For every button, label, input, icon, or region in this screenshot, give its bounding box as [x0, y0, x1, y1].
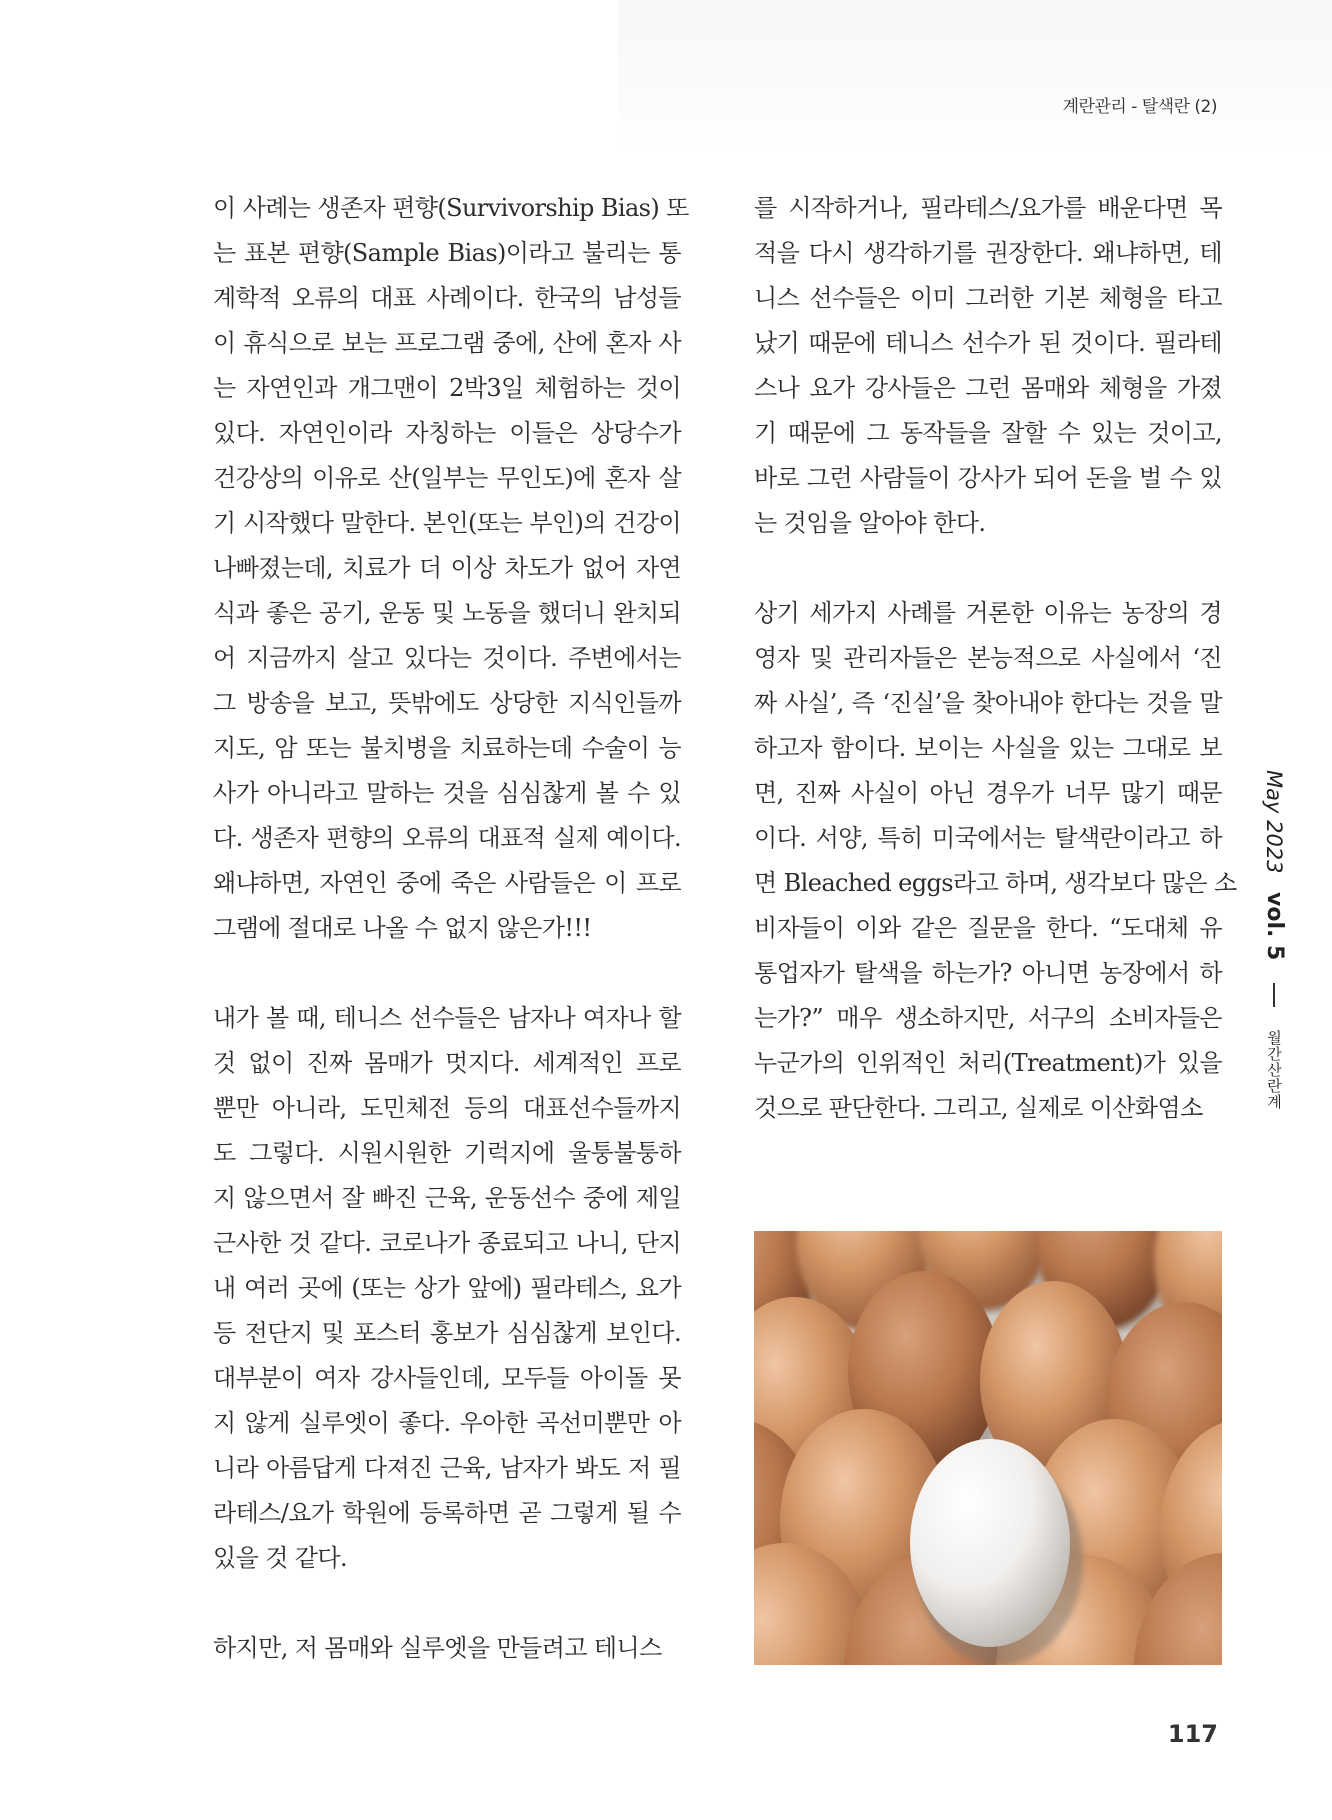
issue-volume: vol. 5 — [1262, 892, 1287, 961]
sidebar-issue-info — [1262, 770, 1287, 1110]
text-line: 는가?” 매우 생소하지만, 서구의 소비자들은 — [754, 1004, 1222, 1032]
text-line: 것 없이 진짜 몸매가 멋지다. 세계적인 프로 — [213, 1049, 681, 1077]
text-line: 뿐만 아니라, 도민체전 등의 대표선수들까지 — [213, 1094, 681, 1122]
text-line: 그램에 절대로 나올 수 없지 않은가!!! — [213, 914, 592, 942]
issue-date: May 2023 — [1262, 770, 1286, 874]
text-line: 기 시작했다 말한다. 본인(또는 부인)의 건강이 — [213, 509, 681, 537]
paragraph-gap — [213, 1581, 681, 1626]
text-line: 라테스/요가 학원에 등록하면 곧 그렇게 될 수 — [213, 1499, 681, 1527]
paragraph-gap — [213, 951, 681, 996]
text-line: 계학적 오류의 대표 사례이다. 한국의 남성들 — [213, 284, 681, 312]
text-line: 면 Bleached eggs라고 하며, 생각보다 많은 소 — [754, 869, 1237, 897]
text-line: 는 것임을 알아야 한다. — [754, 509, 986, 537]
text-line: 는 자연인과 개그맨이 2박3일 체험하는 것이 — [213, 374, 681, 402]
text-line: 식과 좋은 공기, 운동 및 노동을 했더니 완치되 — [213, 599, 681, 627]
running-header: 계란관리 - 탈색란 (2) — [1062, 97, 1217, 117]
text-line: 등 전단지 및 포스터 홍보가 심심찮게 보인다. — [213, 1319, 681, 1347]
left-text-column — [213, 186, 689, 1671]
text-line: 바로 그런 사람들이 강사가 되어 돈을 벌 수 있 — [754, 464, 1222, 492]
egg-photo — [754, 1231, 1222, 1665]
text-line: 이 사례는 생존자 편향(Survivorship Bias) 또 — [213, 194, 689, 222]
text-line: 짜 사실’, 즉 ‘진실’을 찾아내야 한다는 것을 말 — [754, 689, 1222, 717]
header-background — [618, 0, 1332, 150]
text-line: 스나 요가 강사들은 그런 몸매와 체형을 가졌 — [754, 374, 1222, 402]
text-line: 통업자가 탈색을 하는가? 아니면 농장에서 하 — [754, 959, 1222, 987]
magazine-name: 월간산란계 — [1265, 1029, 1283, 1110]
text-line: 하지만, 저 몸매와 실루엣을 만들려고 테니스 — [213, 1634, 662, 1662]
text-line: 것으로 판단한다. 그리고, 실제로 이산화염소 — [754, 1094, 1203, 1122]
text-line: 누군가의 인위적인 처리(Treatment)가 있을 — [754, 1049, 1222, 1077]
text-line: 내 여러 곳에 (또는 상가 앞에) 필라테스, 요가 — [213, 1274, 681, 1302]
text-line: 지 않게 실루엣이 좋다. 우아한 곡선미뿐만 아 — [213, 1409, 681, 1437]
page-number: 117 — [1167, 1720, 1218, 1748]
text-line: 는 표본 편향(Sample Bias)이라고 불리는 통 — [213, 239, 681, 267]
text-line: 기 때문에 그 동작들을 잘할 수 있는 것이고, — [754, 419, 1222, 447]
text-line: 도 그렇다. 시원시원한 기럭지에 울퉁불퉁하 — [213, 1139, 681, 1167]
text-line: 근사한 것 같다. 코로나가 종료되고 나니, 단지 — [213, 1229, 681, 1257]
text-line: 나빠졌는데, 치료가 더 이상 차도가 없어 자연 — [213, 554, 681, 582]
text-line: 있을 것 같다. — [213, 1544, 348, 1572]
text-line: 니라 아름답게 다져진 근육, 남자가 봐도 저 필 — [213, 1454, 681, 1482]
text-line: 내가 볼 때, 테니스 선수들은 남자나 여자나 할 — [213, 1004, 681, 1032]
eggs-in-tray-image — [754, 1231, 1222, 1665]
text-line: 비자들이 이와 같은 질문을 한다. “도대체 유 — [754, 914, 1222, 942]
text-line: 어 지금까지 살고 있다는 것이다. 주변에서는 — [213, 644, 681, 672]
text-line: 있다. 자연인이라 자칭하는 이들은 상당수가 — [213, 419, 681, 447]
text-line: 왜냐하면, 자연인 중에 죽은 사람들은 이 프로 — [213, 869, 681, 897]
text-line: 니스 선수들은 이미 그러한 기본 체형을 타고 — [754, 284, 1222, 312]
text-line: 를 시작하거나, 필라테스/요가를 배운다면 목 — [754, 194, 1222, 222]
text-line: 났기 때문에 테니스 선수가 된 것이다. 필라테 — [754, 329, 1222, 357]
text-line: 지 않으면서 잘 빠진 근육, 운동선수 중에 제일 — [213, 1184, 681, 1212]
text-line: 면, 진짜 사실이 아닌 경우가 너무 많기 때문 — [754, 779, 1222, 807]
text-line: 그 방송을 보고, 뜻밖에도 상당한 지식인들까 — [213, 689, 681, 717]
text-line: 하고자 함이다. 보이는 사실을 있는 그대로 보 — [754, 734, 1222, 762]
text-line: 사가 아니라고 말하는 것을 심심찮게 볼 수 있 — [213, 779, 681, 807]
white-egg — [910, 1439, 1070, 1647]
text-line: 상기 세가지 사례를 거론한 이유는 농장의 경 — [754, 599, 1222, 627]
text-line: 다. 생존자 편향의 오류의 대표적 실제 예이다. — [213, 824, 681, 852]
text-line: 지도, 암 또는 불치병을 치료하는데 수술이 능 — [213, 734, 681, 762]
text-line: 대부분이 여자 강사들인데, 모두들 아이돌 못 — [213, 1364, 681, 1392]
text-line: 이다. 서양, 특히 미국에서는 탈색란이라고 하 — [754, 824, 1222, 852]
divider — [1273, 983, 1275, 1007]
text-line: 적을 다시 생각하기를 권장한다. 왜냐하면, 테 — [754, 239, 1222, 267]
text-line: 영자 및 관리자들은 본능적으로 사실에서 ‘진 — [754, 644, 1222, 672]
text-line: 이 휴식으로 보는 프로그램 중에, 산에 혼자 사 — [213, 329, 681, 357]
text-line: 건강상의 이유로 산(일부는 무인도)에 혼자 살 — [213, 464, 681, 492]
paragraph-gap — [754, 546, 1222, 591]
right-text-column — [754, 186, 1237, 1131]
